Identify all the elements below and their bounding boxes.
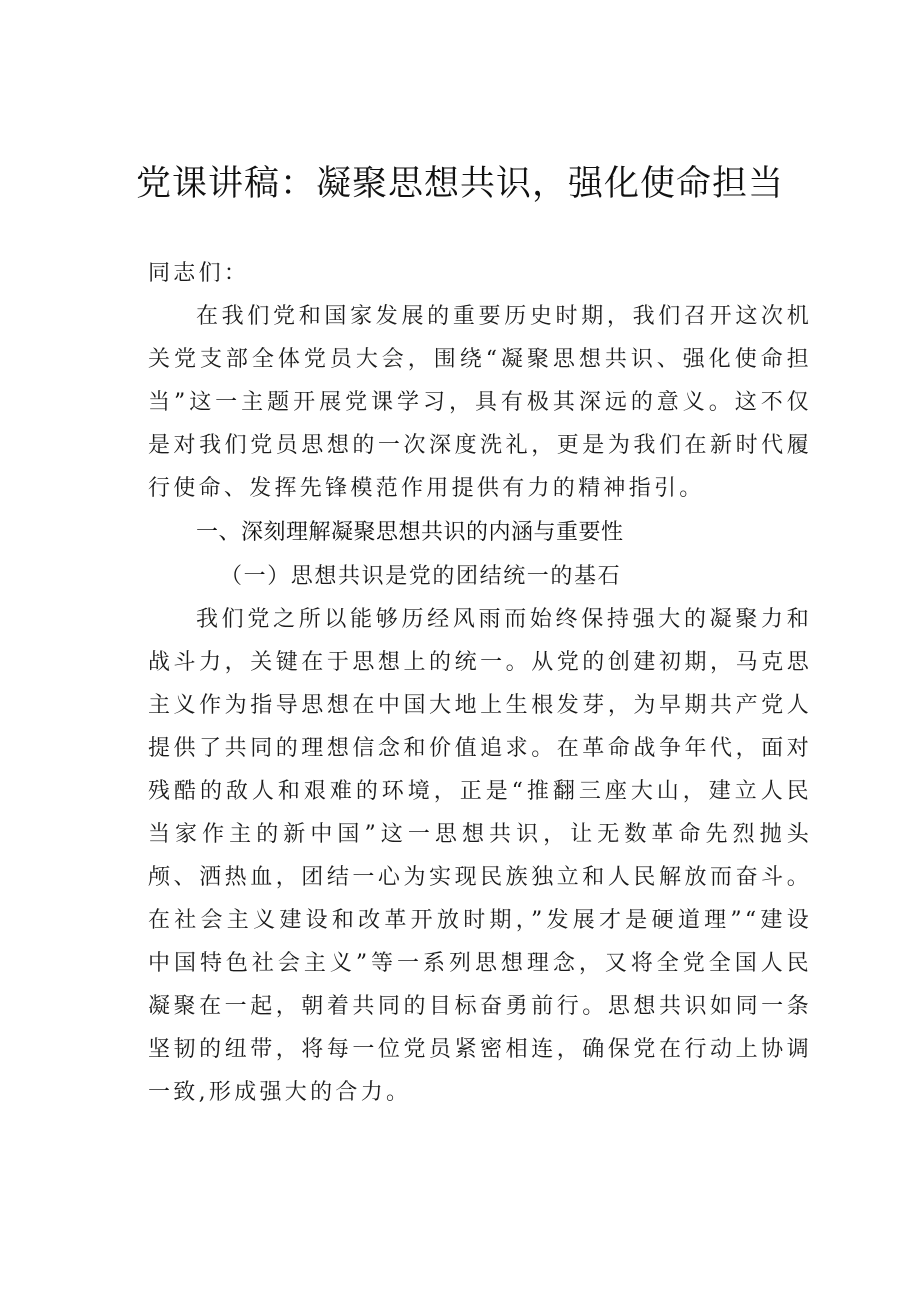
document-title: 党课讲稿：凝聚思想共识，强化使命担当	[135, 164, 784, 204]
salutation: 同志们：	[148, 261, 250, 286]
section-heading-1: 一、深刻理解凝聚思想共识的内涵与重要性	[196, 520, 624, 545]
subsection-heading-1: （一）思想共识是党的团结统一的基石	[220, 564, 622, 589]
subsection-1-paragraph: 我们党之所以能够历经风雨而始终保持强大的凝聚力和战斗力，关键在于思想上的统一。从党的创建初期，马克思主义作为指导思想在中国大地上生根发芽，为早期共产党人提供了共同的理想信念和价值追求。在革命战争年代，面对残酷的敌人和艰难的环境，正是“推翻三座大山，建立人民当家作主的新中国”这一思想共识，让无数革命先烈抛头颅、洒热血，团结一心为实现民族独立和人民解放而奋斗。在社会主义建设和改革开放时期，”发展才是硬道理”“建设中国特色社会主义”等一系列思想理念，又将全党全国人民凝聚在一起，朝着共同的目标奋勇前行。思想共识如同一条坚韧的纽带，将每一位党员紧密相连，确保党在行动上协调一致,形成强大的合力。	[148, 607, 812, 1105]
document-body	[148, 252, 812, 1114]
intro-paragraph: 在我们党和国家发展的重要历史时期，我们召开这次机关党支部全体党员大会，围绕“凝聚思想共识、强化使命担当”这一主题开展党课学习，具有极其深远的意义。这不仅是对我们党员思想的一次深度洗礼，更是为我们在新时代履行使命、发挥先锋模范作用提供有力的精神指引。	[148, 304, 812, 501]
